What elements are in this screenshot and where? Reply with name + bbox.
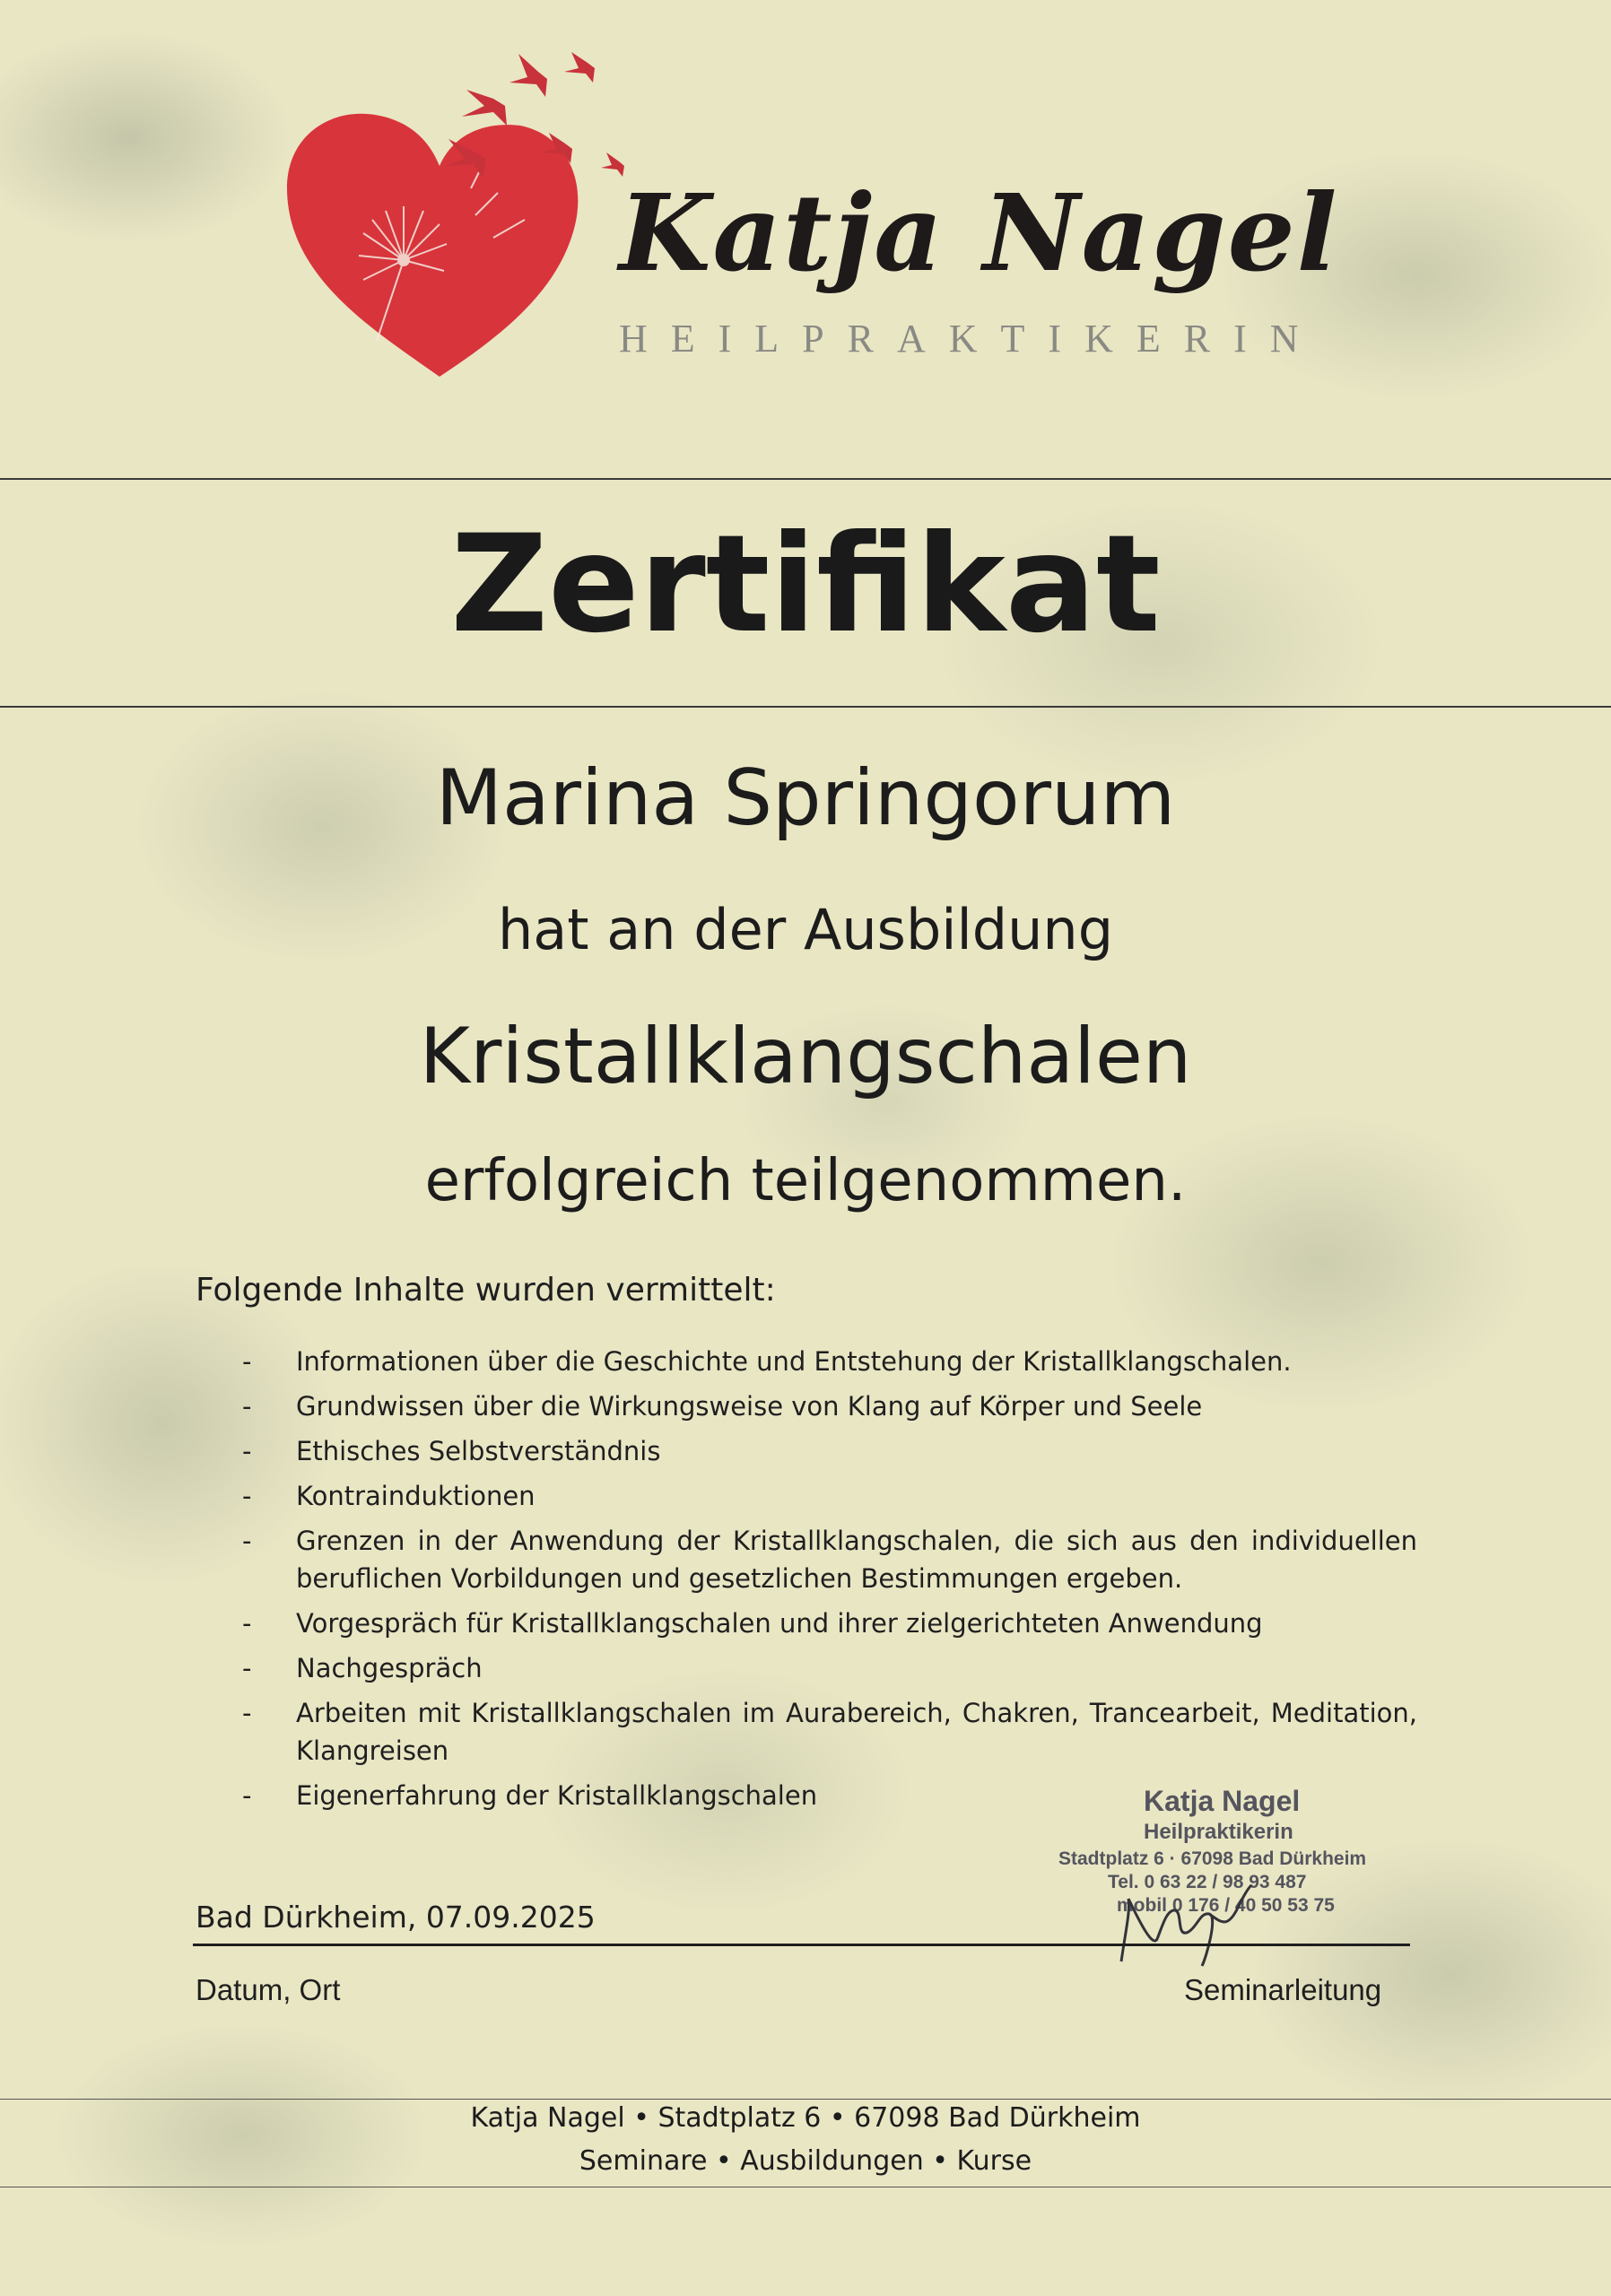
list-item: - Grundwissen über die Wirkungsweise von Klang auf Körper und Seele bbox=[242, 1387, 1417, 1425]
contents-list bbox=[242, 1343, 1417, 1822]
list-item: - Eigenerfahrung der Kristallklangschalen bbox=[242, 1777, 1417, 1814]
footer-divider-top bbox=[0, 2099, 1611, 2100]
contents-intro: Folgende Inhalte wurden vermittelt: bbox=[196, 1272, 776, 1309]
recipient-name: Marina Springorum bbox=[435, 753, 1176, 843]
certificate-title: Zertifikat bbox=[450, 507, 1161, 663]
signature bbox=[1103, 1876, 1283, 1975]
title-divider bbox=[0, 706, 1611, 708]
course-name: Kristallklangschalen bbox=[419, 1012, 1192, 1101]
header-divider bbox=[0, 478, 1611, 480]
list-item: - Arbeiten mit Kristallklangschalen im Aurabereich, Chakren, Trancearbeit, Meditation, Klangreisen bbox=[242, 1694, 1417, 1770]
place-date: Bad Dürkheim, 07.09.2025 bbox=[196, 1900, 596, 1935]
footer-offerings: Seminare • Ausbildungen • Kurse bbox=[579, 2145, 1032, 2177]
stamp-name: Katja Nagel bbox=[1144, 1785, 1301, 1817]
brand-subtitle: HEILPRAKTIKERIN bbox=[619, 317, 1322, 361]
stamp-title: Heilpraktikerin bbox=[1144, 1820, 1293, 1844]
list-item: - Grenzen in der Anwendung der Kristallklangschalen, die sich aus den individuellen beruflichen Vorbildungen und gesetzlichen Bestimmungen ergeben. bbox=[242, 1522, 1417, 1597]
stamp-address: Stadtplatz 6 · 67098 Bad Dürkheim bbox=[1058, 1848, 1367, 1869]
date-place-label: Datum, Ort bbox=[196, 1973, 341, 2006]
stamp-mobile: mobil 0 176 / 40 50 53 75 bbox=[1117, 1895, 1335, 1916]
list-item: - Vorgespräch für Kristallklangschalen und ihrer zielgerichteten Anwendung bbox=[242, 1605, 1417, 1642]
logo-heart-dandelion bbox=[269, 36, 655, 395]
list-item: - Nachgespräch bbox=[242, 1649, 1417, 1687]
footer-address: Katja Nagel • Stadtplatz 6 • 67098 Bad Dürkheim bbox=[470, 2102, 1141, 2134]
certificate-line-2: erfolgreich teilgenommen. bbox=[424, 1148, 1187, 1214]
list-item: - Informationen über die Geschichte und Entstehung der Kristallklangschalen. bbox=[242, 1343, 1417, 1380]
signature-label: Seminarleitung bbox=[1184, 1973, 1382, 2006]
stamp-phone: Tel. 0 63 22 / 98 93 487 bbox=[1108, 1872, 1307, 1892]
list-item: - Ethisches Selbstverständnis bbox=[242, 1432, 1417, 1470]
brand-name: Katja Nagel bbox=[619, 170, 1339, 295]
signature-line bbox=[193, 1944, 1410, 1946]
handwritten-signature-icon bbox=[1103, 1876, 1283, 1975]
list-item: - Kontrainduktionen bbox=[242, 1477, 1417, 1515]
certificate-line-1: hat an der Ausbildung bbox=[497, 897, 1114, 962]
heart-logo-icon bbox=[269, 36, 655, 395]
